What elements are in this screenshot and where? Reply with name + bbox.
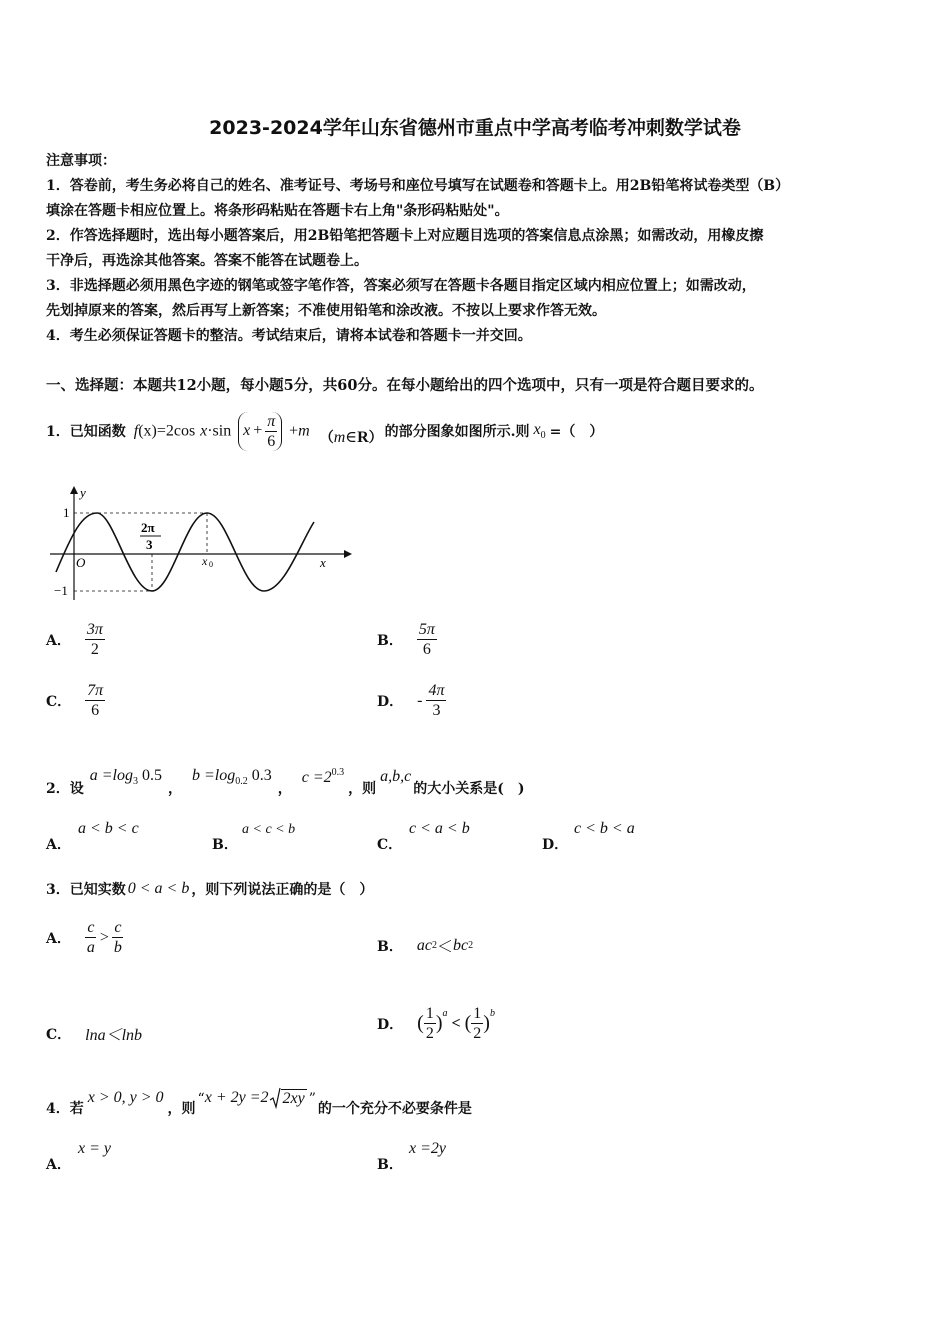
origin-label: O <box>76 555 86 570</box>
sine-curve <box>56 513 314 591</box>
q3-option-d[interactable]: D． ( $\frac{1}{2}$ ) a < ( $\frac{1}{2}$ ) b <box>377 1005 495 1042</box>
question-2-stem: 2．设 $a =\log_3$ 0.5 ， $b =\log_{0.2}$ 0.3 ， $c =2^{0.3}$ ，则 a,b,c 的大小关系是( ) <box>46 767 525 797</box>
x-label: x <box>320 555 326 570</box>
notice-line-7: 4．考生必须保证答题卡的整洁。考试结束后，请将本试卷和答题卡一并交回。 <box>46 328 532 344</box>
y-label: y <box>80 485 86 500</box>
q3-option-c[interactable]: C． lna＜lnb <box>46 1026 143 1044</box>
notice-line-2: 填涂在答题卡相应位置上。将条形码粘贴在答题卡右上角"条形码粘贴处"。 <box>46 203 509 219</box>
q1-option-c[interactable]: C． $\frac{7\pi}{6}$ <box>46 682 104 719</box>
page-title: 2023-2024学年山东省德州市重点中学高考临考冲刺数学试卷 <box>209 117 741 139</box>
tick-neg-one: −1 <box>54 583 68 598</box>
q1-number: 1．已知函数 <box>46 424 126 440</box>
tick-one: 1 <box>63 505 70 520</box>
q3-option-b[interactable]: B． ac 2 ＜ bc 2 <box>377 936 474 956</box>
notice-line-4: 干净后，再选涂其他答案。答案不能答在试题卷上。 <box>46 253 368 269</box>
y-axis-arrow-icon <box>70 486 78 494</box>
notice-line-1: 1．答卷前，考生务必将自己的姓名、准考证号、考场号和座位号填写在试题卷和答题卡上。用2B铅笔将试卷类型（B） <box>46 178 790 194</box>
q1-graph <box>44 484 354 604</box>
notice-line-3: 2．作答选择题时，选出每小题答案后，用2B铅笔把答题卡上对应题目选项的答案信息点涂黑；如需改动，用橡皮擦 <box>46 228 764 244</box>
tick-x0: x <box>202 554 208 568</box>
q1-option-b[interactable]: B． $\frac{5\pi}{6}$ <box>377 621 435 658</box>
q1-function: f(x)=2cos x·sin x + $\frac{\pi}{6}$ +m <box>133 412 310 450</box>
sqrt-icon <box>269 1087 281 1109</box>
question-3-stem: 3．已知实数 0 < a < b ，则下列说法正确的是（ ） <box>46 880 374 898</box>
question-4-stem: 4．若 x > 0, y > 0 ，则 “ x + 2y =2 2xy ” 的一个充分不必要条件是 <box>46 1089 472 1117</box>
q3-option-a[interactable]: A． $\frac{c}{a}$ > $\frac{c}{b}$ <box>46 919 122 956</box>
tick-2pi-den: 3 <box>146 537 153 552</box>
q4-option-a[interactable]: A． x = y <box>46 1140 111 1173</box>
notice-line-6: 先划掉原来的答案，然后再写上新答案；不准使用铅笔和涂改液。不按以上要求作答无效。 <box>46 303 606 319</box>
section-heading: 一、选择题：本题共12小题，每小题5分，共60分。在每小题给出的四个选项中，只有一项是符合题目要求的。 <box>46 377 764 394</box>
q1-text: 的部分图象如图所示.则 <box>384 424 530 440</box>
notice-heading: 注意事项： <box>46 153 116 169</box>
tick-2pi-num: 2π <box>141 520 155 535</box>
q1-option-d[interactable]: D． - $\frac{4\pi}{3}$ <box>377 682 445 719</box>
q1-option-a[interactable]: A． $\frac{3\pi}{2}$ <box>46 621 103 658</box>
question-1-stem: 1．已知函数 f(x)=2cos x·sin x + $\frac{\pi}{6}$ +m （m∈R） 的部分图象如图所示.则 $x_0$ =（ ） <box>46 412 604 450</box>
q4-option-b[interactable]: B． x =2y <box>377 1140 446 1173</box>
x-axis-arrow-icon <box>344 550 352 558</box>
notice-line-5: 3．非选择题必须用黑色字迹的钢笔或签字笔作答，答案必须写在答题卡各题目指定区域内相应位置上；如需改动， <box>46 278 756 294</box>
tick-x0-sub: 0 <box>209 560 213 569</box>
